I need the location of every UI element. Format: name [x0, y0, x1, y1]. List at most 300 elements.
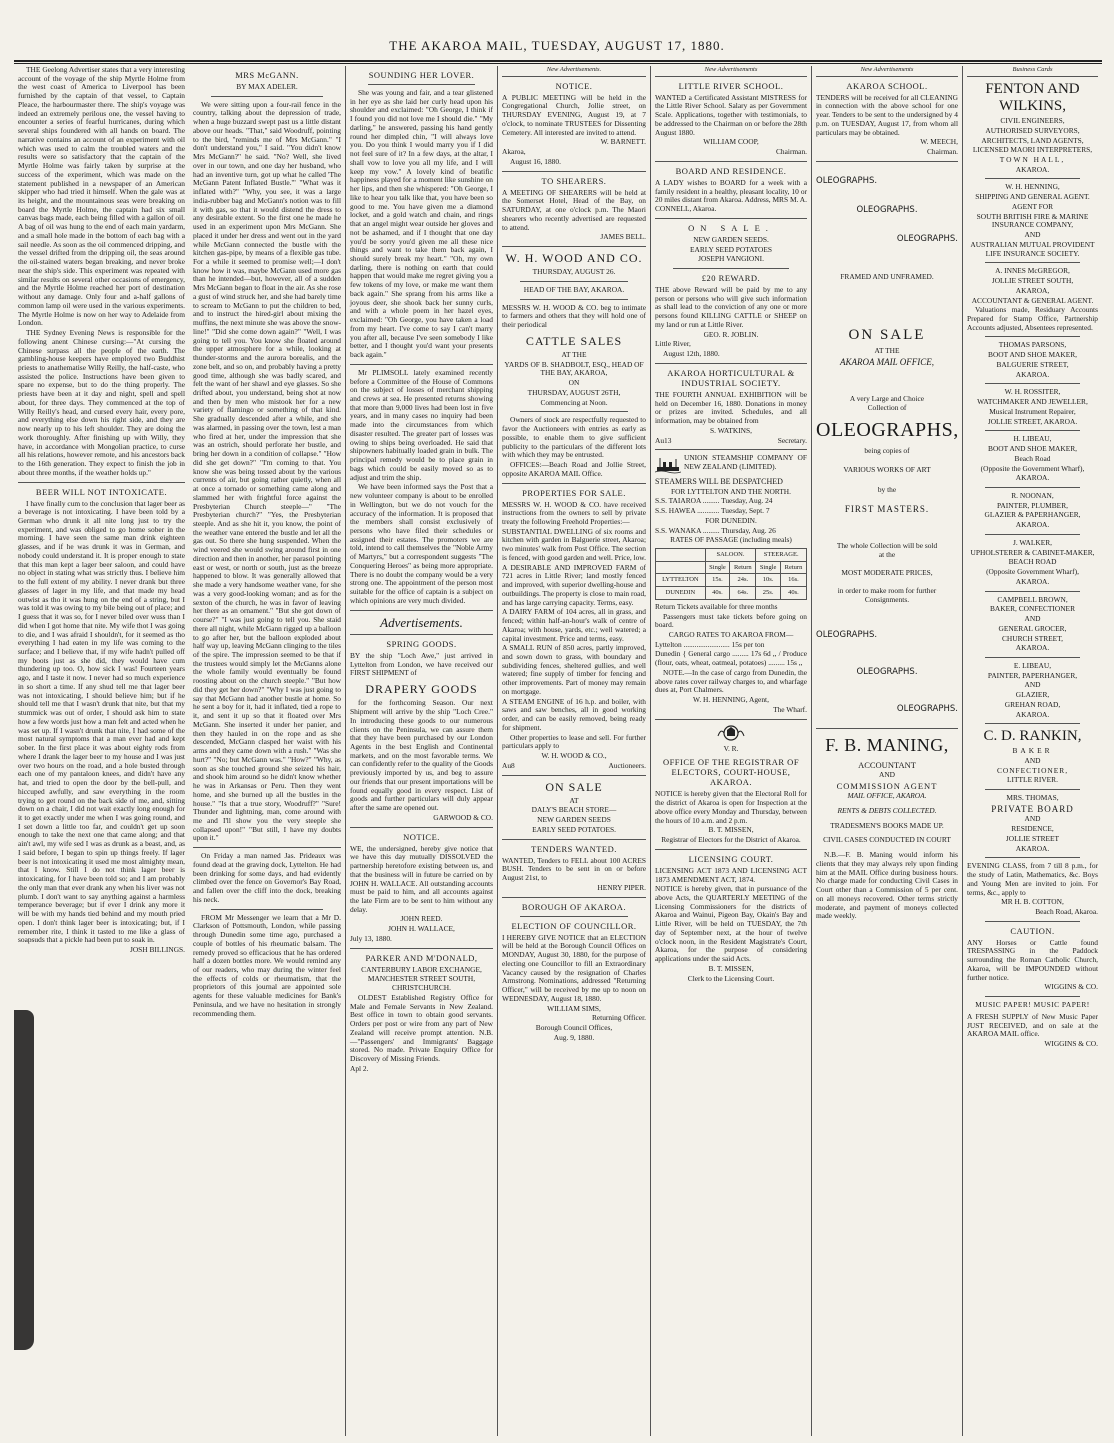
property-run: A SMALL RUN of 850 acres, partly improved, and sown down to grass, with boundary and subdividing fences, sheltered gullies, and well watered; fine supply of timber for fencing and other improvements. Part of money may remain on mortgage. [502, 643, 646, 696]
walker-street: BEACH ROAD [1008, 557, 1057, 567]
divider [985, 723, 1080, 724]
registrar-heading: OFFICE OF THE REGISTRAR OF ELECTORS, COURT-HOUSE, AKAROA. [662, 757, 800, 788]
union-steamship-block [655, 454, 807, 471]
geelong-paragraph: THE Geelong Advertiser states that a very interesting account of the voyage of the ship Myrtle Holme from the west coast of America to Liverpool has been furnished by the captain of that vessel, to Captain Pleace, the harbourmaster there. The ship's voyage was indeed an extremely perilous one, the vessel having to encounter a series of fearful hurricanes, during which several ships foundered with all hands on board. The narrative contains an account of an experiment with oil which was used to calm the troubled waters and the results were so satisfactory that the captain of the Myrtle Holme was fairly taken by surprise at the success of the experiment, which was made on the statement published in a newspaper of an American skipper who had tried it himself. When the gale was at its height, and the mountainous seas were breaking on board the Myrtle Holme, the captain had six small canvas bags made, each being filled with a gallon of oil. A bag of oil was hung to the end of each main yardarm, and a small hole made in the bottom of each bag with a sail needle. As soon as the oil commenced dripping, and the vessel drifted from the dripping oil, the seas around the oil-stained waters began breaking, and never broke near the ship's side. This experiment was repeated with similar results on several other occasions of emergency, and the Myrtle Holme reached her port of destination without any damage. Only four and a-half gallons of common lamp oil were used in the various experiments. The Myrtle Holme is now on her way to Adelaide from London. [18, 66, 185, 328]
horticultural-heading: AKAROA HORTICULTURAL & INDUSTRIAL SOCIETY. [667, 367, 795, 388]
maning-office: MAIL OFFICE, AKAROA. [847, 791, 927, 801]
thomas-and: AND [1024, 814, 1041, 824]
steamship-icon [655, 456, 681, 474]
henning-company-2: AUSTRALIAN MUTUAL PROVIDENT LIFE INSURANCE SOCIETY. [970, 239, 1095, 258]
passage-rates-heading: RATES OF PASSAGE (including meals) [670, 535, 792, 545]
election-date: Aug. 9, 1880. [553, 1032, 595, 1042]
ink-blot-damage [14, 1010, 34, 1350]
column-heading: New Advertisements [655, 66, 807, 77]
fare-cell: 25s. [756, 587, 781, 600]
cattle-date: THURSDAY, AUGUST 26TH, [527, 387, 621, 397]
barnett-signature: W. BARNETT. [600, 137, 646, 147]
fare-cell: 16s. [780, 574, 806, 587]
fenton-town: AKAROA. [1015, 164, 1050, 174]
seed-potatoes: EARLY SEED POTATOES [689, 244, 773, 254]
spring-goods-text-2: for the forthcoming Season. Our next Shipment will arrive by the ship "Loch Cree." In introducing these goods to our numerous clients on the Peninsula, we can assure them that they have been purchased by our London Agents in the best English and Continental markets, and on the most favorable terms. We can confidently refer to the quality of the Goods previously imported by us, and beg to assure our friends that our present importations will be found equally good in every respect. List of goods and further particulars will duly appear after the same are opened out. [350, 698, 493, 813]
coop-signature: WILLIAM COOP, [703, 137, 759, 147]
bell-signature: JAMES BELL. [600, 232, 646, 242]
henning-name: W. H. HENNING, [1005, 182, 1060, 192]
royal-crest-icon [716, 724, 746, 742]
rankin-name: C. D. RANKIN, [983, 728, 1082, 745]
for-lyttelton: FOR LYTTELTON AND THE NORTH. [670, 486, 791, 496]
oleographs-left-2: OLEOGRAPHS. [816, 630, 878, 641]
spacer [816, 641, 958, 667]
properties-intro: MESSRS W. H. WOOD & CO. have received instructions from the owners to sell by private treaty the following Freehold Properties:— [502, 499, 646, 526]
barnett-place: Akaroa, [502, 147, 526, 157]
saloon-header: SALOON. [705, 549, 756, 562]
parker-heading: PARKER AND M'DONALD, [365, 952, 478, 963]
campbell-and: AND [1024, 614, 1041, 624]
walker-note: (Opposite Government Wharf), [986, 567, 1079, 577]
return-tickets-note: Return Tickets available for three months [655, 601, 778, 611]
steerage-header: STEERAGE. [756, 549, 807, 562]
daly-at: AT [569, 795, 579, 805]
mcgregor-street: JOLLIE STREET SOUTH, [991, 276, 1074, 286]
cattle-place: YARDS OF B. SHADBOLT, ESQ., HEAD OF THE BAY, AKAROA, [504, 359, 644, 378]
missen-signature: B. T. MISSEN, [708, 825, 754, 835]
caution-heading: CAUTION. [1010, 925, 1055, 936]
thomas-town: AKAROA. [1015, 843, 1050, 853]
fare-cell: 40s. [705, 587, 730, 600]
public-meeting-heading: NOTICE. [555, 80, 593, 91]
reward-text: THE above Reward will be paid by me to any person or persons who will give such information as shall lead to the conviction of any one or more persons found KILLING CATTLE or SHEEP on my land or run at Little River. [655, 285, 807, 329]
spacer [816, 216, 958, 234]
fare-cell: 40s. [780, 587, 806, 600]
dissolution-date: July 13, 1880. [350, 933, 392, 943]
parsons-town: AKAROA. [1015, 369, 1050, 379]
fare-cell: 24s. [730, 574, 756, 587]
rossiter-sub: Musical Instrument Repairer, [989, 406, 1076, 416]
properties-aug [502, 762, 646, 771]
properties-aug-code: Au8 [502, 760, 515, 770]
divider [985, 178, 1080, 179]
single-header: Single [756, 561, 781, 574]
fare-cell: 64s. [730, 587, 756, 600]
board-heading: BOARD AND RESIDENCE. [675, 165, 787, 176]
thomas-street: JOLLIE STREET [1005, 833, 1060, 843]
return-header: Return [780, 561, 806, 574]
wanaka-sailing: S.S. WANAKA ......... Thursday, Aug. 26 [655, 525, 776, 535]
properties-heading: PROPERTIES FOR SALE. [522, 487, 626, 498]
walker-town: AKAROA. [1015, 576, 1050, 586]
election-heading: ELECTION OF COUNCILLOR. [511, 920, 637, 931]
divider [350, 827, 493, 828]
oleographs-big-heading: OLEOGRAPHS, [816, 419, 959, 442]
divider [350, 610, 493, 611]
rossiter-role: WATCHMAKER AND JEWELLER, [977, 397, 1088, 407]
divider [655, 719, 807, 720]
divider [520, 411, 628, 412]
fenton-role-2: AUTHORISED SURVEYORS, [985, 125, 1080, 135]
taiaroa-sailing: S.S. TAIAROA ......... Tuesday, Aug. 24 [655, 496, 773, 506]
divider [816, 728, 958, 729]
for-dunedin: FOR DUNEDIN. [705, 515, 757, 525]
licensing-signature: B. T. MISSEN, [708, 963, 754, 973]
mcgregor-text: Valuations made, Residuary Accounts Prepared for Stamp Office, Partnership Accounts adjusted, Absentees represented. [967, 305, 1098, 332]
tenders-heading: TENDERS WANTED. [531, 843, 617, 854]
column-4 [497, 66, 650, 1436]
tenders-text: WANTED, Tenders to FELL about 100 ACRES BUSH. Tenders to be sent in on or before August 21st, to [502, 855, 646, 883]
spacer [816, 496, 958, 504]
spacer [816, 606, 958, 630]
cotton-signature: MR H. B. COTTON, [1001, 897, 1064, 907]
column-heading: New Advertisements. [502, 66, 646, 77]
divider [816, 161, 958, 162]
henning-company-1: SOUTH BRITISH FIRE & MARINE INSURANCE COMPANY, [976, 211, 1089, 230]
passengers-note: Passengers must take tickets before going on board. [655, 611, 807, 630]
thomas-role: PRIVATE BOARD [991, 803, 1074, 814]
wallace-signature: JOHN H. WALLACE, [388, 924, 455, 934]
divider [655, 449, 807, 450]
divider [985, 857, 1080, 858]
fenton-place: TOWN HALL, [999, 154, 1066, 164]
divider [350, 948, 493, 949]
e-libeau-name: E. LIBEAU, [1013, 661, 1052, 671]
little-river-school-text: WANTED a Certificated Assistant MISTRESS for the Little River School. Salary as per Government Scale. Applications, together with testimonials, to be addressed to the Chairman on or before the 28th August 1880. [655, 92, 807, 137]
parsons-role: BOOT AND SHOE MAKER, [988, 350, 1077, 360]
table-row [656, 574, 807, 587]
divider [211, 96, 323, 97]
masthead-title: THE AKAROA MAIL, TUESDAY, AUGUST 17, 1880. [389, 38, 725, 53]
oleographs-right-2: OLEOGRAPHS. [896, 704, 958, 715]
daly-seeds: NEW GARDEN SEEDS [537, 815, 611, 825]
music-paper-heading: MUSIC PAPER! MUSIC PAPER! [975, 1000, 1090, 1010]
music-paper-signature: WIGGINS & CO. [1044, 1039, 1098, 1049]
evening-class-text: EVENING CLASS, from 7 till 8 p.m., for the study of Latin, Mathematics, &c. Boys and Young Men are invited to join. For terms, &c., apply to [967, 861, 1098, 897]
henning-agent: W. H. HENNING, Agent, [693, 695, 769, 705]
e-libeau-town: AKAROA. [1015, 709, 1050, 719]
column-2 [189, 66, 345, 1436]
licensing-role: Clerk to the Licensing Court. [687, 973, 775, 983]
mcgann-title: MRS McGANN. [235, 70, 299, 80]
properties-footer: Other properties to lease and sell. For further particulars apply to [502, 732, 646, 751]
garwood-signature: GARWOOD & CO. [433, 812, 493, 822]
shearers-text: A MEETING OF SHEARERS will be held at the Somerset Hotel, Head of the Bay, on SATURDAY, at one o'clock p.m. The Maori shearers who recently advertised are requested to attend. [502, 187, 646, 232]
column-heading: New Advertisements [816, 66, 958, 77]
divider [985, 534, 1080, 535]
spring-goods-heading: SPRING GOODS. [386, 638, 457, 649]
on-sale-heading: ON SALE. [688, 222, 774, 233]
by-the: by the [877, 485, 897, 495]
divider [502, 171, 646, 172]
e-libeau-role: PAINTER, PAPERHANGER, [987, 670, 1078, 680]
election-office: Borough Council Offices, [535, 1022, 613, 1032]
noonan-name: R. NOONAN, [1011, 491, 1054, 500]
oleographs-right: OLEOGRAPHS. [896, 233, 958, 244]
wood-date: THURSDAY, AUGUST 26. [532, 267, 616, 277]
registrar-text: NOTICE is hereby given that the Electoral Roll for the district of Akaroa is open for Inspection at the above office every Monday and Thursday, between the hours of 10 a.m. and 2 p.m. [655, 789, 807, 825]
campbell-role: BAKER, CONFECTIONER [990, 604, 1075, 614]
cargo-rates-heading: CARGO RATES TO AKAROA FROM— [668, 629, 794, 639]
caution-signature: WIGGINS & CO. [1044, 982, 1098, 992]
oleographs-center-2: OLEOGRAPHS. [856, 667, 918, 678]
divider [350, 364, 493, 365]
cargo-lyttelton: Lyttelton ......................... 15s per ton [655, 639, 765, 649]
maning-accountant: ACCOUNTANT [858, 760, 916, 771]
akaroa-school-heading: AKAROA SCHOOL. [846, 80, 928, 91]
henning-and: AND [1024, 230, 1041, 240]
vr-initials: V. R. [723, 743, 739, 753]
e-libeau-role-2: GLAZIER, [1015, 690, 1050, 700]
board-text: A LADY wishes to BOARD for a week with a family resident in a healthy, pleasant locality, 10 or 20 miles distant from Akaroa. Address, MRS M. A. CONNELL, Akaroa. [655, 177, 807, 214]
henning-role: SHIPPING AND GENERAL AGENT. [975, 192, 1090, 202]
divider [520, 299, 628, 300]
wood-place: HEAD OF THE BAY, AKAROA. [523, 284, 625, 294]
maning-commission: COMMISSION AGENT [836, 781, 938, 792]
cattle-time: Commencing at Noon. [540, 397, 608, 407]
h-libeau-role: BOOT AND SHOE MAKER, [988, 444, 1077, 454]
copies-of: being copies of [864, 445, 910, 455]
spacer [816, 516, 958, 542]
joblin-place: Little River, [655, 339, 691, 349]
divider [673, 268, 789, 269]
campbell-street: CHURCH STREET, [1001, 633, 1064, 643]
spacer [816, 187, 958, 205]
horticultural-text: THE FOURTH ANNUAL EXHIBITION will be held on December 16, 1880. Donations in money or prizes are invited. Schedules, and all information, may be obtained from [655, 389, 807, 426]
plimsoll-paragraph: Mr PLIMSOLL lately examined recently before a Committee of the House of Commons on the subject of losses of merchant shipping and crews at sea. He presented returns showing that more than 9,000 lives had been lost in five years, and in many cases no inquiry had been made into the circumstances from which disaster resulted. The greater part of losses was owing to ships being overloaded. He said that shipowners habitually loaded grain in bulk. The principal remedy would be to place grain in bags which could be easily moved so as to adjust and trim the ship. [350, 367, 493, 482]
spacer [816, 678, 958, 704]
h-libeau-name: H. LIBEAU, [1013, 434, 1052, 444]
daly-store: DALY'S BEACH STORE— [531, 805, 617, 815]
consignments: Consignments. [864, 595, 910, 605]
divider [502, 897, 646, 898]
advertisements-heading: Advertisements. [380, 614, 463, 630]
piper-signature: HENRY PIPER. [597, 882, 646, 892]
beer-article: I have finally cum to the conclusion that lager beer as a beverage is not intoxicating. I have been told by a German who drunk it all nite long just to try the experiment, and was obliged to go home sober in the morning. I have seen the same man drink eighteen glasses, and if he was drunk it was in German, and nobody could understand it. It is proper enough to state that this man kept a lager beer saloon, and could have no object in stating what was strictly thus. I believe him to the full extent of my ability. I never drank but three glasses of lager in my life, and that made my head outwist as tho it was hung on the end of a string, but I was told it was owing to my bile being out of place; and I guess that it was so, for I never biled over wuss than I did when I got home that nite. My wife thot I was going to die, and I was afraid I shouldn't, for it seemed as tho everything I had eaten in my life was coming to the surface; and I believe that, if my wife hadn't pulled off my boots just as she did, they would have cum thundering up too. O, how sick I was! Fourteen years ago, and I taste it now. I never had so much experience in so short a time. If any shud tell me that lager beer was not intoxicating, I should believe him; but if he should tell me that I wasn't drunk that nite, but that my stummick was out of order, I should ask him to state how a few words just how a man felt and acted when he was set up. If I wasn't drunk that nite, I had some of the most natural symptoms that a man ever had and kept sober. In the first place it was about eighty rods from where I drank the lager beer to my house and I was just over two hours on the road, and a hole busted through each one of my pantaloon knees, and didn't have any hat, and tried to open the door by the bell-pull, and hiccuped awfully, and saw everything in the room trying to get round on the back side of me, and, sitting down on a chair, I did not wait exactly long enough for it to get exactly under me when I was going round, and I set down a little too far, and couldn't get up soon enough to take the next one that came along; and that ain't awl, my wife sed I was as drunk as a beast, and, as I said before, I began to spin up things freely. If lager beer is not intoxicating it used me most almighty mean, that I know. Still I do not think lager beer is intoxicating, for I have been told so; and I am probably the only man that ever drank any when his liver was not plumb. I don't want to say anything against a harmless temperance beverage; but if ever I drink any more it will be with my hands tied behind and my mouth pried open. I don't think lager beer is intoxicating; but, if I remember rite, I think it tasted to me like a glass of soapsuds that a pickle had been put to soak in. [18, 498, 185, 945]
h-libeau-street: Beach Road [1014, 453, 1051, 463]
missen-role: Registrar of Electors for the District of Akaroa. [661, 835, 801, 845]
parsons-name: THOMAS PARSONS, [998, 340, 1067, 350]
divider [211, 909, 323, 910]
divider [985, 383, 1080, 384]
property-engine: A STEAM ENGINE of 16 h.p. and boiler, with saws and saw benches, all in good working order, and can be easily removed, being ready for shipment. [502, 696, 646, 732]
henning-agent-for: AGENT FOR [1011, 201, 1054, 211]
meech-signature: W. MEECH, [920, 137, 958, 147]
thomas-name: MRS. THOMAS, [1006, 793, 1059, 803]
watkins-role: Secretary. [777, 435, 807, 445]
licensing-text: NOTICE is hereby given, that in pursuance of the above Acts, the QUARTERLY MEETING of the Licensing Commissioners for the districts of Akaroa and Wainui, Pigeon Bay, Okain's Bay and Little River, will be held on TUESDAY, the 7th day of September next, at the hour of twelve o'clock noon, in the Resident Magistrate's Court, Akaroa, for the purpose of considering applications under the said Acts. [655, 884, 807, 964]
h-libeau-note: (Opposite the Government Wharf), [980, 463, 1085, 473]
rents-collected: RENTS & DEBTS COLLECTED. [837, 805, 937, 815]
rankin-and: AND [1024, 755, 1041, 765]
divider [985, 657, 1080, 658]
column-3 [345, 66, 497, 1436]
thomas-role-2: RESIDENCE, [1011, 824, 1054, 834]
divider [502, 483, 646, 484]
masthead-rule [14, 60, 1102, 64]
divider [985, 591, 1080, 592]
cattle-at: AT THE [561, 349, 587, 359]
divider [520, 281, 628, 282]
column-5 [650, 66, 811, 1436]
rossiter-name: W. H. ROSSITER, [1004, 387, 1061, 397]
at-the: AT THE [874, 346, 900, 356]
daly-on-sale: ON SALE [545, 779, 603, 794]
spacer [816, 245, 958, 273]
wood-text: MESSRS W. H. WOOD & CO. beg to intimate to farmers and others that they will hold one of their periodical [502, 302, 646, 330]
cattle-sales-heading: CATTLE SALES [525, 333, 623, 348]
divider [985, 921, 1080, 922]
column-1 [14, 66, 189, 1436]
campbell-name: CAMPBELL BROWN, [997, 594, 1068, 604]
borough-heading: BOROUGH OF AKAROA. [521, 901, 627, 912]
divider [985, 996, 1080, 997]
mcgann-story: We were sitting upon a four-rail fence in the country, talking about the depression of trade, when a huge buzzard swept past us a little distant above our heads. "That," said Woodruff, pointing to the bird, "reminds me of Mrs McGann." "I don't understand you," I said. "You didn't know Mrs McGann?" he said. "No? Well, she lived over in our town, and one day her husband, who had an inventive turn, got up what he called 'The McGann Patent Inflated Bustle.'" "What was it inflated with?" "Why, you see, it was a large india-rubber bag and McGann's notion was to fill it with gas, so that it would distend the dress to any desirable extent. So the first one he made he used in an experiment upon Mrs McGann. She placed it under her dress and went out in the yard while McGann connected the bustle with the kitchen gas-pipe, by means of a flexible gas tube. For a while it seemed to promise well;—I don't know how it was, maybe McGann used more gas than he intended—but, however, all of a sudden Mrs McGann began to float in the air. As she rose a gust of wind struck her, and she had barely time to scream to McGann to put the children to bed, and to instruct the hired-girl about mixing the muffins, the next minute she was above the snow-line!" "Did she come down again?" "Well, I was going to tell you. You know she floated around the upper atmosphere for a while, looking at thunder-storms and the aurora borealis, and the zone belt, and so on, and probably having a pretty good time, although she was badly scared, and felt the want of her shawl and eye glasses. So she drifted about, you understand, being shot at now and then by men who mistook her for a new variety of flamingo or something of that kind. She gradually descended after a while, and she was alarmed, in passing over the town, lest a man who fired at her, under the impression that she was an ostrich, should perforate her bustle, and bring her down in a condition of collapse." "How did she get down?" "I'm coming to that. You know she was being tossed about by the various currents of air, but going rather quietly, when all at once a tornado or something came along and slammed her with frightful force against the Presbyterian Church steeple—" "The Presbyterian church?" "Yes, the Presbyterian steeple. And as she hit it, you know, the point of the weather vane entered the bustle and let all the gas out. So there she hung suspended. When the wind veered she would swing around first in one direction and then in another, her parasol pointing east or west, or north or south, just as the breeze happened to blow. It was generally allowed that she made a very handsome weather vane, for she was a very good-looking woman; and as for the sexton of the church, he was in favor of leaving her there as an ornament." "But she got down of course?" "I was just going to tell you. She staid there all night, while McGann rigged up a balloon to go after her, but the balloon exploded about half way up, leaving McGann clinging to the tiles of the spire. The impression seemed to be that if the trustees would simply let the McGanns alone the whole family would eventually be found roosting about on the church steeple." "But how did they get her down?" "Why I was just going to say that McGann had another bustle at home. So he sent a boy for it, had it inflated, tied a rope to it, and sent it up so that it floated over Mrs McGann. She inserted it under her panier, and then they hauled in on the rope and as she descended, McGann clasped her waist with his arms and they came down with a rush." "Was she hurt?" "No; but McGann was." "How?" "Why, as soon as she touched ground she seized his hair, and shook him around so he didn't know whether he was in Arkansas or Peru. Then they went home, and she burned up all the bustles in the house." "Is that a true story, Woodruff?" "Sure! Thunder and lightning, man, come around with me and I'll show you the very steeple she collapsed upon!" "But still, I have my doubts upon it." [193, 99, 341, 843]
public-meeting-text: A PUBLIC MEETING will be held in the Congregational Church, Jollie street, on THURSDAY EVENING, August 19, at 7 o'clock, to nominate TRUSTEES for Dissenting Cemetery. All interested are invited to attend. [502, 92, 646, 137]
fare-port: DUNEDIN [656, 587, 706, 600]
large-choice: A very Large and Choice [849, 393, 925, 403]
books-made-up: TRADESMEN'S BOOKS MADE UP. [830, 820, 944, 830]
wood-heading: W. H. WOOD AND CO. [505, 250, 643, 265]
column-heading: Business Cards [967, 66, 1098, 77]
various-works: VARIOUS WORKS OF ART [843, 465, 931, 475]
parker-date: Apl 2. [350, 1063, 369, 1073]
fare-cell: 10s. [756, 574, 781, 587]
framed-text: FRAMED AND UNFRAMED. [840, 271, 934, 281]
single-header: Single [705, 561, 730, 574]
rossiter-street: JOLLIE STREET, AKAROA. [987, 416, 1078, 426]
campbell-role-2: GENERAL GROCER, [998, 623, 1067, 633]
lover-story: She was young and fair, and a tear glistened in her eye as she laid her curly head upon his shoulder and exclaimed: "Oh George, I think if I found you did not love me I should die." "My darling," he answered, passing his hand gently round her dimpled chin, "I will always love you. Do you think I would marry you if I did not feel sure of it? In a few days, at the altar, I shall vow to love you all my life, and I will keep my vow." A lovely kind of beatific happiness played for a moment like sunshine on her lips, and then she whispered: "Oh George, I like to hear you talk like that, you have been so good to me. You have given me a diamond locket, and a gold watch and chain, and rings that an angel might wear outside her gloves and not be ashamed, and if I thought that one day you'd be sorry you'd given me all these nice things and want to take them back again, I should surely break my heart." "Oh, my own darling, there is nothing on earth that could happen that would make me regret giving you a few tokens of my love, or make me want them back again." She sprang from his arms like a joyous deer, she shook back her sunny curls, and with a whole poem in her hazel eyes, exclaimed: "Oh George, you have taken a load from my heart. I've come to say I can't marry you after all, because I've seen somebody I like better, and I thought you'd want your presents back again." [350, 88, 493, 360]
cargo-note: NOTE.—In the case of cargo from Dunedin, the above rates cover railway charges to, and wharfage dues at, Port Chalmers. [655, 667, 807, 695]
divider [655, 363, 807, 364]
divider [985, 487, 1080, 488]
prideaux-news: On Friday a man named Jas. Prideaux was found dead at the graving dock, Lyttelton. He had been drinking for some days, and had evidently climbed over the fence on Governor's Bay Road, and fallen over the cliff into the dock, breaking his neck. [193, 851, 341, 904]
sims-role: Returning Officer. [591, 1013, 646, 1023]
sims-signature: WILLIAM SIMS, [547, 1003, 601, 1013]
fenton-role-3: ARCHITECTS, LAND AGENTS, [981, 135, 1084, 145]
campbell-town: AKAROA. [1015, 643, 1050, 653]
messenger-news: FROM Mr Messenger we learn that a Mr D. Clarkson of Pottsmouth, London, while passing through Dunedin some time ago, purchased a couple of bottles of his rheumatic balsam. The remedy proved so efficacious that he has ordered half a dozen bottles more. We would remind any of our readers, who may during the winter feel the effects of colds or rheumatism, that the proprietors of this journal are appointed sole agents for these valuable medicines for Bank's Peninsula, and we have no hesitation in strongly recommending them. [193, 912, 341, 1018]
column-6 [811, 66, 962, 1436]
fares-corner-2 [656, 561, 706, 574]
divider [502, 839, 646, 840]
e-libeau-and: AND [1024, 680, 1041, 690]
joblin-date: August 12th, 1880. [663, 349, 720, 359]
joblin-signature: GEO. R. JOBLIN. [703, 329, 759, 339]
drapery-heading: DRAPERY GOODS [365, 682, 478, 697]
cattle-offices: OFFICES:—Beach Road and Jollie Street, opposite AKAROA MAIL Office. [502, 460, 646, 478]
divider [655, 849, 807, 850]
caution-text: ANY Horses or Cattle found TRESPASSING in the Paddock surrounding the Roman Catholic Church, Akaroa, will be IMPOUNDED without further notice. [967, 937, 1098, 982]
cattle-text: Owners of stock are respectfully requested to favor the Auctioneers with entries as early as possible, to enable them to give sufficient publicity to the particulars of the different lots with which they may be entrusted. [502, 415, 646, 460]
fare-port: LYTTELTON [656, 574, 706, 587]
spacer [816, 283, 958, 323]
meech-role: Chairman. [927, 147, 958, 157]
akaroa-school-text: TENDERS will be received for all CLEANING in connection with the above school for one year. Tenders to be sent to the undersigned by 4 p.m. on TUESDAY, August 17, from whom all particulars may be obtained. [816, 92, 958, 137]
union-steamship-heading: UNION STEAMSHIP COMPANY OF NEW ZEALAND (LIMITED). [684, 453, 807, 472]
at-the-2: at the [878, 550, 896, 560]
coop-role: Chairman. [776, 147, 807, 157]
divider [655, 218, 807, 219]
h-libeau-town: AKAROA. [1015, 473, 1050, 483]
cattle-on: ON [568, 378, 580, 388]
parker-text: OLDEST Established Registry Office for Male and Female Servants in New Zealand. Best office in town to obtain good servants. Orders per post or wire from any part of New Zealand will receive prompt attention. N.B.—"Passengers' and Immigrants' Baggage stored. No made. Private Enquiry Office for Discovery of Missing Friends. [350, 992, 493, 1064]
parker-address: MANCHESTER STREET SOUTH, CHRISTCHURCH. [367, 974, 476, 993]
collection-of: Collection of [867, 403, 907, 413]
rankin-role-2: CONFECTIONER, [996, 765, 1069, 775]
parker-subheading: CANTERBURY LABOR EXCHANGE, [361, 964, 482, 974]
spacer [816, 166, 958, 176]
rankin-place: LITTLE RIVER. [1007, 775, 1058, 785]
divider [18, 482, 185, 483]
barnett-date: August 16, 1880. [510, 156, 561, 166]
reed-signature: JOHN REED. [400, 914, 443, 924]
mcgregor-role: ACCOUNTANT & GENERAL AGENT. [971, 295, 1094, 305]
table-row [656, 587, 807, 600]
noonan-town: AKAROA. [1015, 520, 1050, 530]
daly-potatoes: EARLY SEED POTATOES. [532, 824, 616, 834]
shearers-heading: TO SHEARERS. [541, 175, 607, 186]
mcgregor-name: A. INNES McGREGOR, [995, 266, 1070, 276]
room-for-further: in order to make room for further [837, 585, 937, 595]
moderate-prices: MOST MODERATE PRICES, [841, 567, 933, 577]
noonan-role: PAINTER, PLUMBER, [997, 500, 1068, 510]
properties-role: Auctioneers. [608, 760, 646, 770]
lover-title: SOUNDING HER LOVER. [368, 70, 475, 80]
beer-signature: JOSH BILLINGS. [129, 944, 185, 954]
collection-sold: The whole Collection will be sold [836, 540, 938, 550]
licensing-subheading: LICENSING ACT 1873 AND LICENSING ACT 1873 AMENDMENT ACT, 1874. [655, 865, 807, 884]
divider [985, 789, 1080, 790]
oleographs-center: OLEOGRAPHS. [856, 204, 918, 215]
property-dairy: A DAIRY FARM of 104 acres, all in grass, and fenced; within half-an-hour's walk of centre of Akaroa; with house, yards, etc.; well watered; a capital investment. Price and terms, easy. [502, 607, 646, 643]
property-farm: A DESIRABLE AND IMPROVED FARM of 721 acres in Little River; land mostly fenced and improved, with superior dwelling-house and outbuildings. The property is close to main road, and has large carrying capacity. Terms, easy. [502, 562, 646, 607]
first-masters: FIRST MASTERS. [844, 503, 930, 514]
properties-signature: W. H. WOOD & CO., [541, 751, 607, 761]
fenton-role-1: CIVIL ENGINEERS, [1000, 116, 1065, 126]
music-paper-text: A FRESH SUPPLY of New Music Paper JUST RECEIVED, and on sale at the AKAROA MAIL office. [967, 1011, 1098, 1039]
divider [985, 430, 1080, 431]
divider [655, 161, 807, 162]
oleographs-left: OLEOGRAPHS. [816, 175, 878, 186]
divider [520, 916, 628, 917]
mail-office-heading: AKAROA MAIL OFFICE, [840, 357, 934, 368]
divider [502, 775, 646, 776]
mcgregor-town: AKAROA, [1015, 285, 1050, 295]
divider [350, 634, 493, 635]
cargo-dunedin: Dunedin { General cargo ......... 17s 6d ,, / Produce (flour, oats, wheat, oatmeal, potatoes) ......... 15s ,, [655, 649, 807, 668]
divider [985, 336, 1080, 337]
licensing-heading: LICENSING COURT. [688, 853, 774, 864]
spacer [816, 369, 958, 395]
divider [502, 246, 646, 247]
cotton-address: Beach Road, Akaroa. [1035, 907, 1098, 916]
vangioni-name: JOSEPH VANGIONI. [698, 254, 764, 264]
divider [368, 84, 475, 85]
beer-heading: BEER WILL NOT INTOXICATE. [35, 486, 168, 497]
election-text: I HEREBY GIVE NOTICE that an ELECTION will be held at the Borough Council Offices on MONDAY, August 30, 1880, for the purpose of electing one Councillor to fill an Extraordinary Vacancy caused by the resignation of Charles Armstrong. Nominations, addressed "Returning Officer," will be received by me up to noon on WEDNESDAY, August 18, 1880. [502, 932, 646, 1003]
maning-text: N.B.—F. B. Maning would inform his clients that they may always rely upon finding him at the MAIL Office during business hours. No charge made for conducting Civil Cases in Court other than a Commission of 5 per cent. on all moneys recovered. Other terms strictly moderate, and payment of moneys collected made weekly. [816, 850, 958, 921]
parsons-street: BALGUERIE STREET, [996, 359, 1069, 369]
steamers-despatch: STEAMERS WILL BE DESPATCHED [655, 477, 783, 487]
spring-goods-text: BY the ship "Loch Awe," just arrived in Lyttelton from London, we have received our FIRST SHIPMENT of [350, 650, 493, 678]
hawea-sailing: S.S. HAWEA ............ Tuesday, Sept. 7 [655, 506, 770, 516]
watkins-signature: S. WATKINS, [710, 425, 752, 435]
maning-and: AND [878, 770, 895, 780]
fare-cell: 15s. [705, 574, 730, 587]
rankin-role: BAKER [1012, 746, 1053, 756]
fenton-role-4: LICENSED MAORI INTERPRETERS, [972, 145, 1093, 155]
dissolution-notice-heading: NOTICE. [403, 831, 440, 842]
divider [193, 847, 341, 848]
divider [985, 262, 1080, 263]
